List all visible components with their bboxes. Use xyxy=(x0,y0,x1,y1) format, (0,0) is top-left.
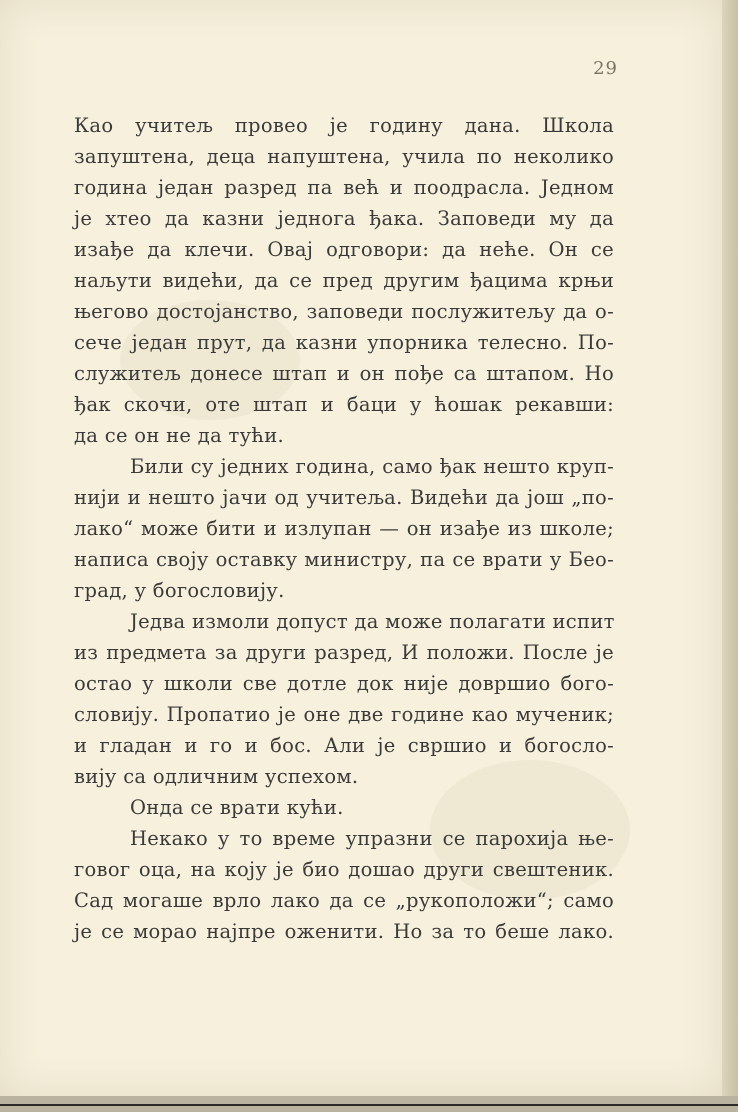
page-number: 29 xyxy=(593,58,618,79)
text-line: његово достојанство, заповеди послужитељу да о- xyxy=(74,300,614,323)
text-line: ђак скочи, оте штап и баци у ћошак рекавши: xyxy=(74,393,614,416)
text-line: Некако у то време упразни се парохија ње- xyxy=(130,827,614,850)
text-line: година један разред па већ и поодрасла. Једном xyxy=(74,176,614,199)
text-line: Сад могаше врло лако да се „рукоположи“; само xyxy=(74,889,614,912)
text-line: лако“ може бити и излупан — он изађе из школе; xyxy=(74,517,614,540)
text-line: написа своју оставку министру, па се врати у Бео- xyxy=(74,548,614,571)
text-line: је хтео да казни једнога ђака. Заповеди му да xyxy=(74,207,614,230)
text-line: сече један прут, да казни упорника телесно. По- xyxy=(74,331,614,354)
text-line: да се он не да тући. xyxy=(74,424,285,447)
text-line: град, у богословију. xyxy=(74,579,285,602)
text-line: вију са одличним успехом. xyxy=(74,765,359,788)
text-line: словију. Пропатио је оне две године као мученик; xyxy=(74,703,614,726)
text-line: наљути видећи, да се пред другим ђацима крњи xyxy=(74,269,614,292)
text-line: и гладан и го и бос. Али је свршио и богосло- xyxy=(74,734,614,757)
text-line: запуштена, деца напуштена, учила по неколико xyxy=(74,145,614,168)
text-line: Онда се врати кући. xyxy=(130,796,344,819)
text-line: изађе да клечи. Овај одговори: да неће. Он се xyxy=(74,238,614,261)
body-text xyxy=(74,110,614,947)
text-line: служитељ донесе штап и он пође са штапом. Но xyxy=(74,362,614,385)
text-line: Као учитељ провео је годину дана. Школа xyxy=(74,114,614,137)
text-line: је се морао најпре оженити. Но за то беше лако. xyxy=(74,920,614,943)
text-line: Једва измоли допуст да може полагати испит xyxy=(130,610,615,633)
scan-bottom-line xyxy=(0,1104,738,1106)
text-line: из предмета за други разред, И положи. После је xyxy=(74,641,614,664)
page-edge xyxy=(722,0,738,1112)
text-line: говог оца, на коју је био дошао други свештеник. xyxy=(74,858,614,881)
text-line: нији и нешто јачи од учитеља. Видећи да још „по- xyxy=(74,486,614,509)
text-line: Били су једних година, само ђак нешто круп- xyxy=(130,455,614,478)
text-line: остао у школи све дотле док није довршио бого- xyxy=(74,672,614,695)
